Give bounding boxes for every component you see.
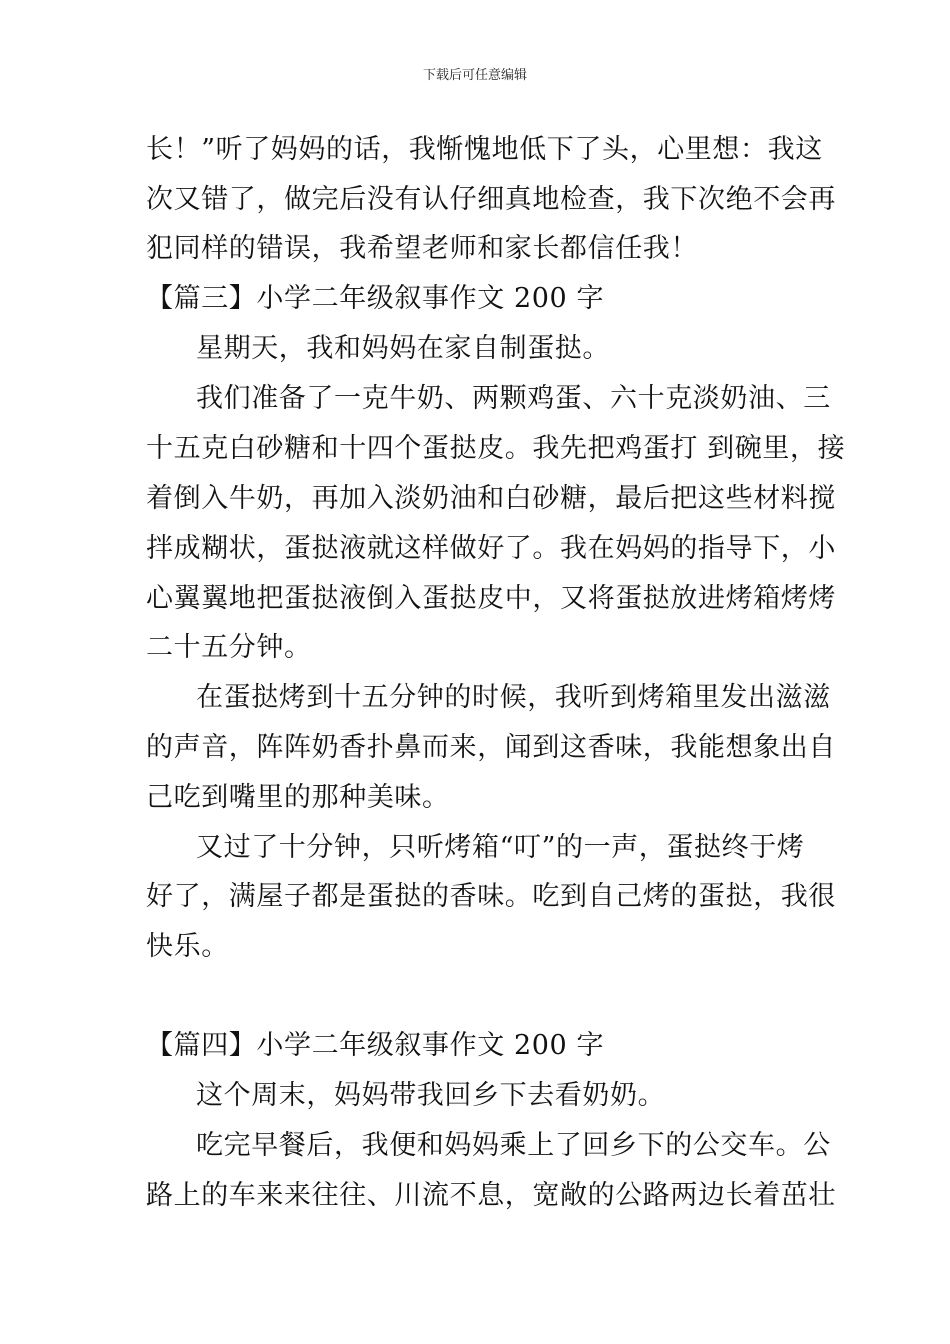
text-line: 在蛋挞烤到十五分钟的时候，我听到烤箱里发出滋滋 [196,682,831,713]
text-line: 这个周末，妈妈带我回乡下去看奶奶。 [196,1080,666,1111]
text-line: 己吃到嘴里的那种美味。 [146,782,450,813]
text-line: 着倒入牛奶，再加入淡奶油和白砂糖，最后把这些材料搅 [146,483,836,514]
text-line: 路上的车来来往往、川流不息，宽敞的公路两边长着茁壮 [146,1180,836,1211]
text-line: 犯同样的错误，我希望老师和家长都信任我！ [146,233,698,264]
text-line: 十五克白砂糖和十四个蛋挞皮。我先把鸡蛋打 到碗里，接 [146,433,846,464]
section-heading: 【篇三】小学二年级叙事作文 200 字 [146,283,605,314]
text-line: 次又错了，做完后没有认仔细真地检查，我下次绝不会再 [146,184,836,215]
text-line: 二十五分钟。 [146,632,312,663]
text-line: 拌成糊状，蛋挞液就这样做好了。我在妈妈的指导下，小 [146,533,836,564]
text-line: 我们准备了一克牛奶、两颗鸡蛋、六十克淡奶油、三 [196,383,831,414]
text-line: 的声音，阵阵奶香扑鼻而来，闻到这香味，我能想象出自 [146,732,836,763]
section-heading: 【篇四】小学二年级叙事作文 200 字 [146,1030,605,1061]
text-line: 星期天，我和妈妈在家自制蛋挞。 [196,333,610,364]
text-line: 心翼翼地把蛋挞液倒入蛋挞皮中，又将蛋挞放进烤箱烤烤 [146,583,836,614]
text-line: 好了，满屋子都是蛋挞的香味。吃到自己烤的蛋挞，我很 [146,881,836,912]
text-line: 快乐。 [146,931,229,962]
page-header: 下载后可任意编辑 [422,68,527,83]
text-line: 吃完早餐后，我便和妈妈乘上了回乡下的公交车。公 [196,1130,831,1161]
text-line: 又过了十分钟，只听烤箱“叮”的一声，蛋挞终于烤 [196,832,805,863]
text-line: 长！”听了妈妈的话，我惭愧地低下了头，心里想：我这 [146,134,823,165]
